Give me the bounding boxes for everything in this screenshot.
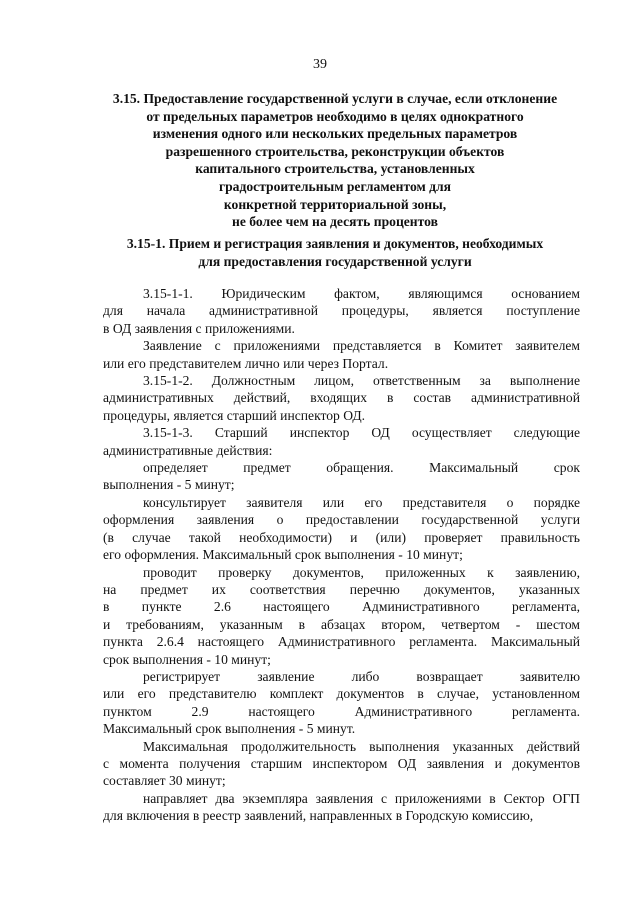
paragraph-line: консультирует заявителя или его представителя о порядке xyxy=(143,494,580,510)
paragraph xyxy=(103,459,580,494)
page-number: 39 xyxy=(313,57,327,72)
paragraph xyxy=(103,494,580,564)
paragraph-line: и требованиям, указанным в абзацах втором, четвертом - шестом xyxy=(103,616,580,632)
paragraph-line: процедуры, является старший инспектор ОД. xyxy=(103,407,366,423)
paragraph xyxy=(103,424,580,459)
subsection-heading xyxy=(90,235,580,270)
section-heading xyxy=(90,90,580,231)
paragraph-line: административных действий, входящих в состав административной xyxy=(103,390,580,406)
paragraph xyxy=(103,790,580,825)
paragraph-line: проводит проверку документов, приложенных к заявлению, xyxy=(143,564,580,580)
paragraph xyxy=(103,337,580,372)
paragraph xyxy=(103,285,580,337)
paragraph-line: для включения в реестр заявлений, направленных в Городскую комиссию, xyxy=(103,808,534,824)
subsection-heading-line: 3.15-1. Прием и регистрация заявления и документов, необходимых xyxy=(126,236,544,251)
paragraph-line: срок выполнения - 10 минут; xyxy=(103,651,271,667)
paragraph-line: составляет 30 минут; xyxy=(103,773,226,789)
paragraph xyxy=(103,372,580,424)
paragraph-line: на предмет их соответствия перечню документов, указанных xyxy=(103,581,580,597)
paragraph-line: 3.15-1-1. Юридическим фактом, являющимся основанием xyxy=(143,286,580,301)
section-heading-line: от предельных параметров необходимо в целях однократного xyxy=(146,108,524,124)
paragraph-line: оформления заявления о предоставлении государственной услуги xyxy=(103,512,580,528)
paragraph-line: (в случае такой необходимости) и (или) проверяет правильность xyxy=(103,529,580,545)
paragraph-line: с момента получения старшим инспектором ОД заявления и документов xyxy=(103,755,580,771)
section-heading-line: не более чем на десять процентов xyxy=(232,214,438,230)
paragraph-line: регистрирует заявление либо возвращает заявителю xyxy=(143,668,580,684)
section-heading-line: градостроительным регламентом для xyxy=(218,178,452,194)
paragraph-line: пунктом 2.9 настоящего Административного регламента. xyxy=(103,703,580,719)
paragraph-line: 3.15-1-2. Должностным лицом, ответственным за выполнение xyxy=(143,373,580,389)
section-heading-line: капитального строительства, установленных xyxy=(195,161,475,177)
paragraph-line: 3.15-1-3. Старший инспектор ОД осуществляет следующие xyxy=(143,425,580,441)
paragraph-line: выполнения - 5 минут; xyxy=(103,477,235,493)
paragraph-line: для начала административной процедуры, является поступление xyxy=(103,303,580,319)
section-heading-line: разрешенного строительства, реконструкции объектов xyxy=(165,143,505,159)
paragraph-line: Заявление с приложениями представляется в Комитет заявителем xyxy=(143,338,580,354)
paragraph-line: или его представителем лично или через Портал. xyxy=(103,355,389,371)
section-heading-line: изменения одного или нескольких предельных параметров xyxy=(152,126,518,142)
paragraph-line: Максимальный срок выполнения - 5 минут. xyxy=(103,721,356,737)
subsection-heading-line: для предоставления государственной услуги xyxy=(198,253,472,269)
document-body xyxy=(103,285,580,825)
paragraph-line: в пункте 2.6 настоящего Административного регламента, xyxy=(103,599,580,615)
paragraph-line: в ОД заявления с приложениями. xyxy=(103,320,295,336)
section-heading-line: конкретной территориальной зоны, xyxy=(223,196,447,212)
paragraph-line: административные действия: xyxy=(103,442,273,458)
paragraph-line: направляет два экземпляра заявления с приложениями в Сектор ОГП xyxy=(143,790,580,806)
paragraph-line: пункта 2.6.4 настоящего Административного регламента. Максимальный xyxy=(103,634,580,650)
paragraph xyxy=(103,738,580,790)
paragraph xyxy=(103,668,580,738)
paragraph-line: определяет предмет обращения. Максимальный срок xyxy=(143,460,580,476)
paragraph-line: его оформления. Максимальный срок выполнения - 10 минут; xyxy=(103,547,463,563)
section-heading-line: 3.15. Предоставление государственной услуги в случае, если отклонение xyxy=(112,91,558,106)
paragraph xyxy=(103,564,580,668)
paragraph-line: Максимальная продолжительность выполнения указанных действий xyxy=(143,738,580,754)
paragraph-line: или его представителю комплект документов в случае, установленном xyxy=(103,686,580,702)
